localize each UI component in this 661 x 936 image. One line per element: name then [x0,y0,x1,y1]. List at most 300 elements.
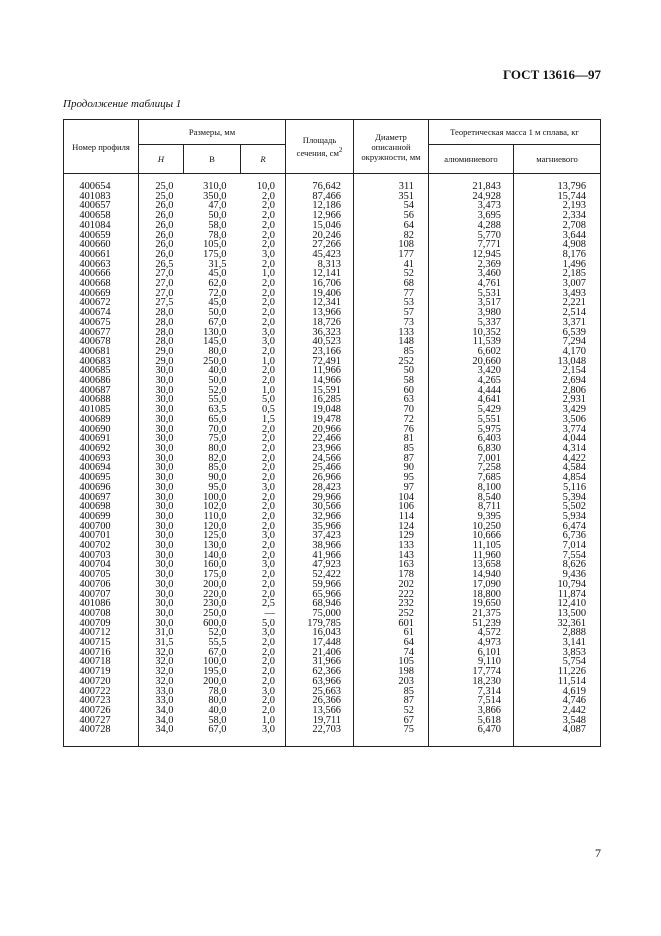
cell-h: 28,0 [139,337,184,347]
cell-r: 3,0 [241,725,286,746]
cell-mass-al: 4,572 [429,628,514,638]
cell-area: 13,966 [286,308,354,318]
cell-mass-al: 3,460 [429,269,514,279]
cell-area: 22,703 [286,725,354,746]
cell-diameter: 57 [354,308,429,318]
cell-h: 31,5 [139,638,184,648]
cell-area: 40,523 [286,337,354,347]
cell-profile: 400696 [64,483,139,493]
cell-h: 30,0 [139,522,184,532]
table-body [64,174,601,747]
cell-mass-al: 13,658 [429,560,514,570]
cell-r: 2,0 [241,590,286,600]
cell-diameter: 114 [354,512,429,522]
cell-diameter: 60 [354,386,429,396]
cell-mass-al: 3,517 [429,298,514,308]
cell-diameter: 97 [354,483,429,493]
cell-r: 2,0 [241,231,286,241]
cell-profile: 400699 [64,512,139,522]
cell-area: 29,966 [286,493,354,503]
cell-h: 32,0 [139,667,184,677]
cell-mass-mg: 2,442 [514,706,601,716]
cell-profile: 400701 [64,531,139,541]
cell-diameter: 87 [354,454,429,464]
cell-mass-al: 8,711 [429,502,514,512]
cell-r: 2,0 [241,463,286,473]
cell-b: 55,5 [208,637,227,649]
cell-area: 12,341 [286,298,354,308]
cell-r: 2,0 [241,347,286,357]
cell-diameter: 68 [354,279,429,289]
cell-b: 310,0 [203,181,227,192]
cell-h: 34,0 [139,725,184,746]
cell-b: 80,0 [208,345,227,357]
cell-area: 35,966 [286,522,354,532]
cell-b: 110,0 [203,510,227,522]
cell-diameter: 105 [354,657,429,667]
cell-diameter: 85 [354,687,429,697]
cell-diameter: 85 [354,347,429,357]
cell-h: 26,0 [139,240,184,250]
cell-area: 12,186 [286,201,354,211]
cell-h: 30,0 [139,619,184,629]
cell-mass-al: 7,258 [429,463,514,473]
cell-b: 90,0 [208,472,227,484]
cell-mass-mg: 11,874 [514,590,601,600]
cell-diameter: 252 [354,357,429,367]
cell-profile: 400718 [64,657,139,667]
cell-mass-al: 12,945 [429,250,514,260]
cell-profile: 400704 [64,560,139,570]
cell-mass-al: 3,695 [429,211,514,221]
cell-h: 30,0 [139,541,184,551]
cell-mass-mg: 3,774 [514,425,601,435]
cell-h: 26,5 [139,260,184,270]
cell-profile: 400719 [64,667,139,677]
cell-b: 100,0 [203,491,227,503]
cell-h: 28,0 [139,328,184,338]
cell-diameter: 81 [354,434,429,444]
cell-diameter: 163 [354,560,429,570]
cell-diameter: 75 [354,725,429,746]
cell-r: 2,0 [241,366,286,376]
cell-mass-al: 6,602 [429,347,514,357]
cell-mass-mg: 2,931 [514,395,601,405]
cell-r: 2,0 [241,289,286,299]
cell-profile: 400695 [64,473,139,483]
cell-profile: 400694 [64,463,139,473]
cell-mass-al: 5,618 [429,716,514,726]
cell-h: 30,0 [139,599,184,609]
cell-mass-mg: 5,754 [514,657,601,667]
cell-diameter: 56 [354,211,429,221]
cell-b: 230,0 [203,598,227,610]
cell-b: 67,0 [208,646,227,658]
cell-mass-al: 24,928 [429,192,514,202]
cell-r: 2,0 [241,434,286,444]
cell-r: 2,0 [241,240,286,250]
cell-mass-mg: 5,394 [514,493,601,503]
cell-diameter: 61 [354,628,429,638]
cell-profile: 400683 [64,357,139,367]
cell-diameter: 74 [354,648,429,658]
cell-diameter: 90 [354,463,429,473]
cell-profile: 400720 [64,677,139,687]
cell-h: 26,0 [139,201,184,211]
cell-profile: 400715 [64,638,139,648]
cell-h: 30,0 [139,463,184,473]
cell-area: 19,711 [286,716,354,726]
cell-mass-mg: 5,502 [514,502,601,512]
cell-mass-mg: 9,436 [514,570,601,580]
cell-diameter: 133 [354,328,429,338]
cell-r: 2,0 [241,473,286,483]
cell-mass-al: 7,514 [429,696,514,706]
cell-h: 30,0 [139,551,184,561]
cell-r: 1,0 [241,716,286,726]
cell-h: 30,0 [139,590,184,600]
cell-mass-mg: 3,371 [514,318,601,328]
cell-mass-al: 6,830 [429,444,514,454]
header-h: H [139,145,184,174]
cell-mass-al: 7,685 [429,473,514,483]
cell-profile: 400707 [64,590,139,600]
cell-b: 45,0 [208,297,227,309]
cell-area: 72,491 [286,357,354,367]
cell-mass-mg: 6,736 [514,531,601,541]
cell-mass-mg: 12,410 [514,599,601,609]
cell-h: 26,0 [139,211,184,221]
cell-mass-mg: 1,496 [514,260,601,270]
cell-area: 19,478 [286,415,354,425]
cell-profile: 400728 [64,725,139,746]
cell-r: 2,0 [241,211,286,221]
cell-mass-mg: 4,044 [514,434,601,444]
cell-h: 30,0 [139,560,184,570]
cell-profile: 401084 [64,221,139,231]
cell-mass-al: 8,100 [429,483,514,493]
cell-r: 3,0 [241,250,286,260]
cell-b: 52,0 [208,627,227,639]
cell-mass-mg: 5,934 [514,512,601,522]
cell-profile: 400675 [64,318,139,328]
cell-mass-al: 51,239 [429,619,514,629]
cell-area: 28,423 [286,483,354,493]
cell-h: 30,0 [139,512,184,522]
cell-mass-al: 4,973 [429,638,514,648]
cell-mass-mg: 2,221 [514,298,601,308]
header-theoretical-mass: Теоретическая масса 1 м сплава, кг [429,120,601,145]
cell-h: 30,0 [139,405,184,415]
cell-diameter: 72 [354,415,429,425]
cell-mass-mg: 7,554 [514,551,601,561]
cell-h: 32,0 [139,648,184,658]
cell-b: 100,0 [203,656,227,668]
cell-area: 19,406 [286,289,354,299]
cell-h: 30,0 [139,483,184,493]
cell-r: 2,0 [241,648,286,658]
cell-diameter: 70 [354,405,429,415]
cell-diameter: 252 [354,609,429,619]
table-continuation-caption: Продолжение таблицы 1 [63,98,182,110]
cell-r: 2,0 [241,667,286,677]
cell-b: 40,0 [208,704,227,716]
cell-area: 32,966 [286,512,354,522]
cell-b: 78,0 [208,685,227,697]
cell-mass-mg: 13,048 [514,357,601,367]
cell-b: 130,0 [203,326,227,338]
cell-r: 2,0 [241,318,286,328]
cell-mass-al: 17,090 [429,580,514,590]
cell-mass-mg: 4,854 [514,473,601,483]
cell-mass-mg: 2,185 [514,269,601,279]
cell-diameter: 133 [354,541,429,551]
cell-mass-al: 18,800 [429,590,514,600]
cell-area: 45,423 [286,250,354,260]
cell-mass-al: 5,551 [429,415,514,425]
cell-profile: 401086 [64,599,139,609]
cell-profile: 400660 [64,240,139,250]
profiles-table [63,119,601,747]
cell-b: 85,0 [208,462,227,474]
cell-h: 28,0 [139,308,184,318]
cell-profile: 400685 [64,366,139,376]
cell-diameter: 178 [354,570,429,580]
cell-mass-al: 8,540 [429,493,514,503]
cell-b: 120,0 [203,520,227,532]
cell-profile: 400672 [64,298,139,308]
cell-mass-al: 11,960 [429,551,514,561]
cell-profile: 400663 [64,260,139,270]
cell-mass-mg: 3,429 [514,405,601,415]
cell-b: 600,0 [203,617,227,629]
cell-h: 26,0 [139,250,184,260]
cell-h: 32,0 [139,677,184,687]
cell-r: 1,0 [241,269,286,279]
cell-b: 50,0 [208,375,227,387]
cell-mass-al: 4,641 [429,395,514,405]
cell-h: 34,0 [139,716,184,726]
cell-r: 2,0 [241,376,286,386]
cell-b: 350,0 [203,190,227,202]
cell-diameter: 64 [354,638,429,648]
cell-h: 30,0 [139,570,184,580]
header-dimensions: Размеры, мм [139,120,286,145]
cell-area: 27,266 [286,240,354,250]
cell-mass-mg: 4,584 [514,463,601,473]
cell-area: 15,046 [286,221,354,231]
cell-profile: 400691 [64,434,139,444]
cell-mass-mg: 4,170 [514,347,601,357]
cell-mass-al: 3,420 [429,366,514,376]
cell-mass-al: 17,774 [429,667,514,677]
cell-mass-al: 3,980 [429,308,514,318]
cell-profile: 400726 [64,706,139,716]
cell-mass-al: 18,230 [429,677,514,687]
cell-mass-mg: 3,644 [514,231,601,241]
cell-r: 2,0 [241,706,286,716]
cell-h: 29,0 [139,357,184,367]
cell-area: 65,966 [286,590,354,600]
cell-profile: 400702 [64,541,139,551]
cell-b: 78,0 [208,229,227,241]
cell-diameter: 177 [354,250,429,260]
cell-diameter: 67 [354,716,429,726]
cell-mass-al: 10,250 [429,522,514,532]
cell-mass-mg: 2,514 [514,308,601,318]
cell-diameter: 108 [354,240,429,250]
cell-mass-mg: 6,474 [514,522,601,532]
cell-r: 2,0 [241,260,286,270]
cell-area: 11,966 [286,366,354,376]
cell-area: 47,923 [286,560,354,570]
cell-h: 30,0 [139,493,184,503]
cell-h: 30,0 [139,395,184,405]
cell-mass-mg: 2,806 [514,386,601,396]
cell-b: 70,0 [208,423,227,435]
cell-profile: 400727 [64,716,139,726]
cell-b: 50,0 [208,210,227,222]
cell-area: 18,726 [286,318,354,328]
cell-profile: 400723 [64,696,139,706]
cell-b: 82,0 [208,452,227,464]
cell-area: 41,966 [286,551,354,561]
cell-h: 25,0 [139,192,184,202]
header-section-area-sup: 2 [338,146,343,155]
cell-profile: 400716 [64,648,139,658]
cell-profile: 400657 [64,201,139,211]
cell-diameter: 54 [354,201,429,211]
cell-mass-mg: 3,548 [514,716,601,726]
header-magnesium: магниевого [514,145,601,174]
cell-mass-al: 5,429 [429,405,514,415]
header-b: B [184,145,241,174]
cell-r: 2,0 [241,221,286,231]
cell-diameter: 52 [354,269,429,279]
cell-b: 102,0 [203,501,227,513]
cell-area: 30,566 [286,502,354,512]
cell-mass-al: 2,369 [429,260,514,270]
cell-profile: 401083 [64,192,139,202]
cell-diameter: 129 [354,531,429,541]
cell-h: 26,0 [139,231,184,241]
cell-h: 30,0 [139,609,184,619]
cell-mass-mg: 4,087 [514,725,601,746]
cell-profile: 400687 [64,386,139,396]
cell-mass-mg: 4,908 [514,240,601,250]
cell-diameter: 52 [354,706,429,716]
cell-area: 12,966 [286,211,354,221]
cell-b: 175,0 [203,248,227,260]
cell-b: 80,0 [208,442,227,454]
cell-h: 30,0 [139,415,184,425]
cell-profile: 400689 [64,415,139,425]
cell-b: 40,0 [208,365,227,377]
cell-area: 23,966 [286,444,354,454]
cell-mass-al: 21,375 [429,609,514,619]
cell-r: 1,0 [241,357,286,367]
cell-mass-mg: 4,422 [514,454,601,464]
cell-h: 30,0 [139,386,184,396]
cell-mass-al: 11,539 [429,337,514,347]
cell-mass-al: 21,843 [429,174,514,192]
cell-b: 140,0 [203,549,227,561]
cell-b: 75,0 [208,433,227,445]
cell-area: 87,466 [286,192,354,202]
cell-r: 2,0 [241,298,286,308]
cell-mass-al: 19,650 [429,599,514,609]
cell-diameter: 95 [354,473,429,483]
cell-mass-al: 7,771 [429,240,514,250]
cell-profile: 400709 [64,619,139,629]
cell-area: 23,166 [286,347,354,357]
cell-b: 220,0 [203,588,227,600]
cell-h: 27,0 [139,279,184,289]
cell-mass-mg: 11,226 [514,667,601,677]
cell-mass-al: 4,761 [429,279,514,289]
cell-diameter: 58 [354,376,429,386]
cell-b: 55,0 [208,394,227,406]
cell-b: 95,0 [208,481,227,493]
cell-r: 3,0 [241,337,286,347]
cell-diameter: 148 [354,337,429,347]
cell-profile: 400669 [64,289,139,299]
cell-mass-al: 5,531 [429,289,514,299]
cell-profile: 400693 [64,454,139,464]
cell-r: 2,0 [241,580,286,590]
cell-h: 32,0 [139,657,184,667]
cell-profile: 400722 [64,687,139,697]
cell-mass-mg: 13,796 [514,174,601,192]
cell-r: 2,0 [241,493,286,503]
cell-profile: 400692 [64,444,139,454]
header-section-area [286,120,354,174]
cell-diameter: 77 [354,289,429,299]
cell-h: 30,0 [139,531,184,541]
cell-area: 19,048 [286,405,354,415]
cell-profile: 401085 [64,405,139,415]
cell-mass-al: 10,352 [429,328,514,338]
cell-area: 75,000 [286,609,354,619]
cell-r: 1,5 [241,415,286,425]
cell-b: 250,0 [203,355,227,367]
cell-mass-al: 14,940 [429,570,514,580]
cell-area: 12,141 [286,269,354,279]
cell-h: 27,0 [139,289,184,299]
cell-area: 37,423 [286,531,354,541]
table-row [64,725,601,746]
cell-diameter: 64 [354,221,429,231]
cell-profile: 400703 [64,551,139,561]
cell-h: 29,0 [139,347,184,357]
cell-mass-al: 9,395 [429,512,514,522]
cell-mass-mg: 2,694 [514,376,601,386]
header-profile-number: Номер профиля [64,120,139,174]
cell-h: 30,0 [139,473,184,483]
cell-h: 30,0 [139,580,184,590]
cell-mass-al: 6,101 [429,648,514,658]
cell-area: 31,966 [286,657,354,667]
cell-b: 145,0 [203,336,227,348]
cell-area: 25,663 [286,687,354,697]
cell-h: 30,0 [139,434,184,444]
cell-profile: 400661 [64,250,139,260]
header-r: R [241,145,286,174]
cell-b: 125,0 [203,530,227,542]
cell-diameter: 232 [354,599,429,609]
cell-area: 59,966 [286,580,354,590]
cell-diameter: 85 [354,444,429,454]
